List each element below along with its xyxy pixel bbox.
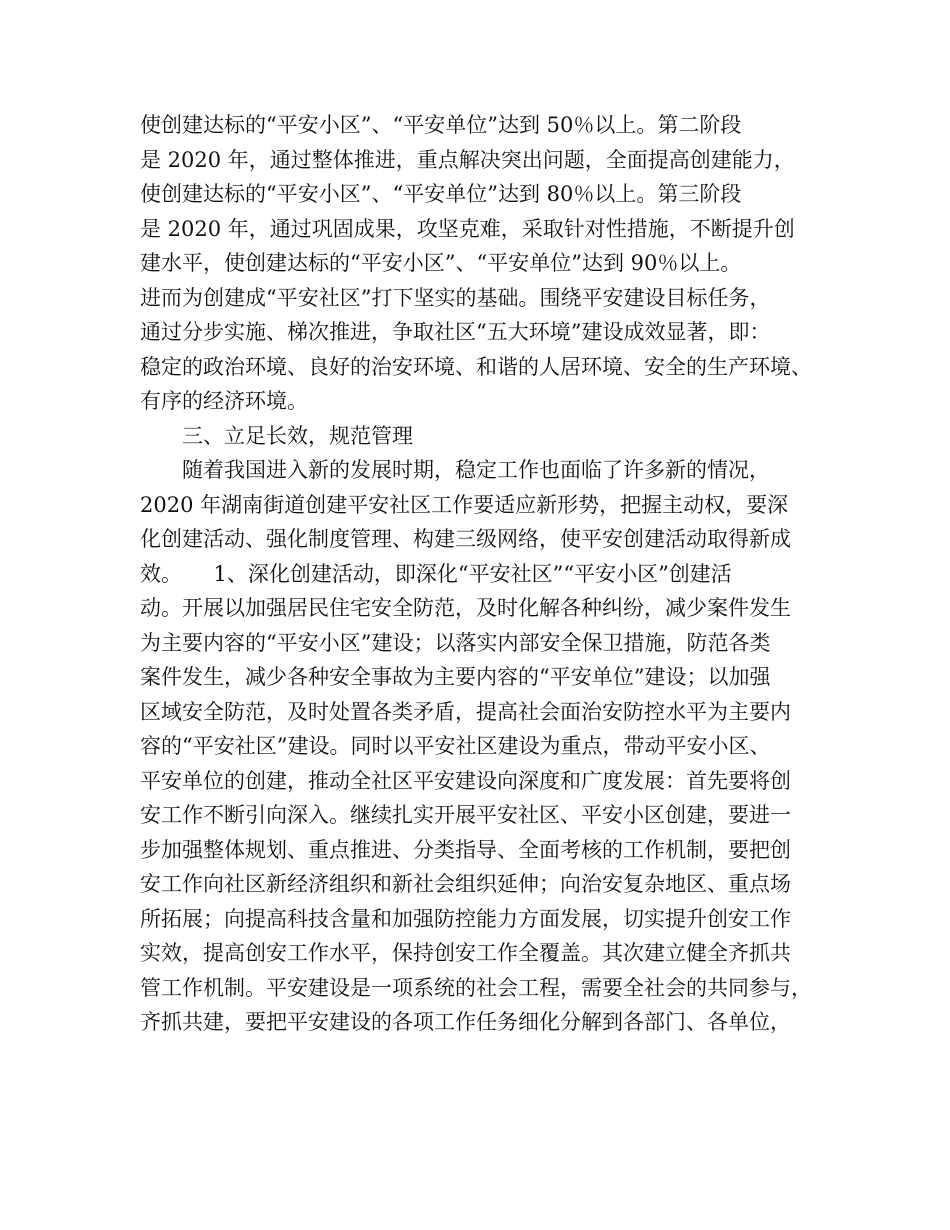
text-line: 是 2020 年，通过整体推进，重点解决突出问题，全面提高创建能力， [140,147,795,172]
text-line: 实效，提高创安工作水平，保持创安工作全覆盖。其次建立健全齐抓共 [140,941,791,965]
text-line: 所拓展；向提高科技含量和加强防控能力方面发展，切实提升创安工作 [140,906,791,931]
text-line: 齐抓共建，要把平安建设的各项工作任务细化分解到各部门、各单位， [140,1010,791,1034]
text-line: 进而为创建成“平安社区”打下坚实的基础。围绕平安建设目标任务， [140,285,771,310]
paragraph-first-line: 随着我国进入新的发展时期，稳定工作也面临了许多新的情况， [182,458,770,482]
text-line: 区域安全防范，及时处置各类矛盾，提高社会面治安防控水平为主要内 [140,699,791,724]
text-line: 使创建达标的“平安小区”、“平安单位”达到 50％以上。第二阶段 [140,113,742,137]
text-line: 有序的经济环境。 [140,389,308,413]
text-line: 案件发生，减少各种安全事故为主要内容的“平安单位”建设；以加强 [140,665,771,689]
text-line: 是 2020 年，通过巩固成果，攻坚克难，采取针对性措施，不断提升创 [140,216,795,241]
text-line: 安工作向社区新经济组织和新社会组织延伸；向治安复杂地区、重点场 [140,872,791,896]
text-line: 安工作不断引向深入。继续扎实开展平安社区、平安小区创建，要进一 [140,803,791,827]
text-line: 效。 1、深化创建活动，即深化“平安社区”“平安小区”创建活 [140,561,732,586]
paragraph-first-line: 三、立足长效，规范管理 [182,423,413,448]
text-line: 动。开展以加强居民住宅安全防范，及时化解各种纠纷，减少案件发生 [140,596,791,620]
text-line: 化创建活动、强化制度管理、构建三级网络，使平安创建活动取得新成 [140,527,791,551]
text-line: 容的“平安社区”建设。同时以平安社区建设为重点，带动平安小区、 [140,734,771,758]
document-body [140,108,840,1040]
text-line: 管工作机制。平安建设是一项系统的社会工程，需要全社会的共同参与， [140,975,812,1000]
text-line: 稳定的政治环境、良好的治安环境、和谐的人居环境、安全的生产环境、 [140,354,812,379]
text-line: 建水平，使创建达标的“平安小区”、“平安单位”达到 90％以上。 [140,251,742,275]
text-line: 步加强整体规划、重点推进、分类指导、全面考核的工作机制，要把创 [140,837,791,862]
text-line: 平安单位的创建，推动全社区平安建设向深度和广度发展：首先要将创 [140,768,791,793]
text-line: 为主要内容的“平安小区”建设；以落实内部安全保卫措施，防范各类 [140,630,771,655]
text-line: 通过分步实施、梯次推进，争取社区“五大环境”建设成效显著，即： [140,320,771,344]
text-line: 2020 年湖南街道创建平安社区工作要适应新形势，把握主动权，要深 [140,492,789,517]
text-line: 使创建达标的“平安小区”、“平安单位”达到 80％以上。第三阶段 [140,182,742,206]
